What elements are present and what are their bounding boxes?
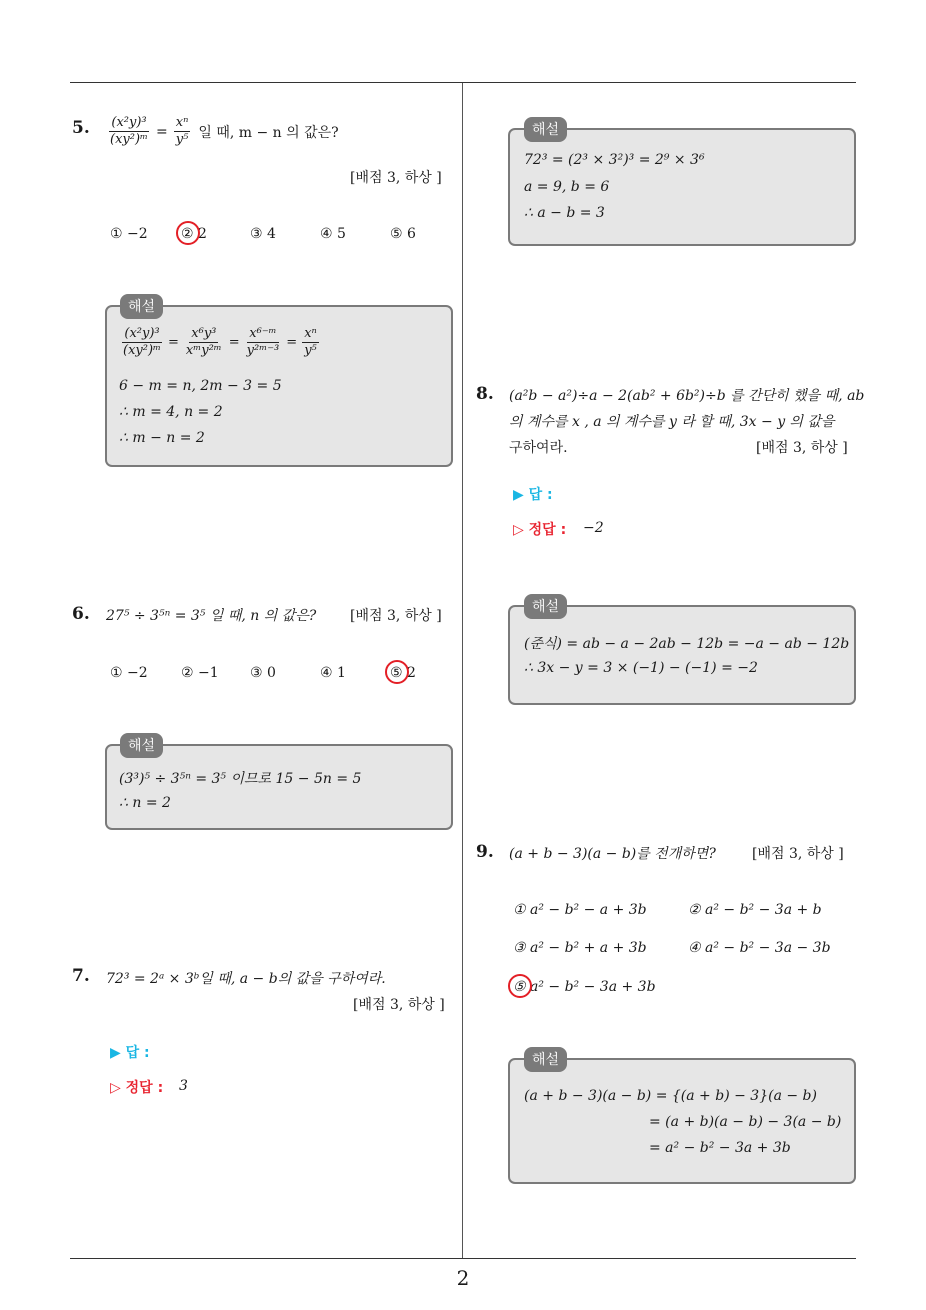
question-text: 27⁵ ÷ 3⁵ⁿ = 3⁵ 일 때, n 의 값은? [106,608,317,624]
choice-5[interactable]: ⑤ 2 [390,665,416,681]
solution-line: ∴ 3x − y = 3 × (−1) − (−1) = −2 [524,660,758,676]
solution-tab: 해설 [524,594,567,619]
correct-answer-label: ▷ 정답 : [513,522,567,538]
question-text: $\frac{\text{(x²y)³}}{\text{(xy²)ᵐ}}$ = $\frac{\text{xⁿ}}{\text{y⁵}}$ 일 때, m − n 의 값은? [110,115,339,148]
choice-2[interactable]: ② −1 [181,665,219,681]
choice-3[interactable]: ③ 0 [250,665,276,681]
question-number: 7. [72,966,90,986]
solution-line: (3³)⁵ ÷ 3⁵ⁿ = 3⁵ 이므로 15 − 5n = 5 [119,771,362,787]
solution-tab: 해설 [524,117,567,142]
solution-box [508,1058,856,1184]
choice-3[interactable]: ③ a² − b² + a + 3b [513,940,647,956]
top-rule [70,82,856,83]
score-meta: [배점 3, 하상 ] [350,170,442,186]
solution-box [508,605,856,705]
solution-line: ∴ m − n = 2 [119,430,205,446]
correct-answer-value: 3 [179,1078,188,1094]
solution-line: ∴ a − b = 3 [524,205,605,221]
solution-line: 72³ = (2³ × 3²)³ = 2⁹ × 3⁶ [524,152,705,168]
selected-mark-icon [385,660,409,684]
solution-line: (준식) = ab − a − 2ab − 12b = −a − ab − 12b [524,636,850,652]
choice-1[interactable]: ① −2 [110,665,148,681]
choice-4[interactable]: ④ 5 [320,226,346,242]
solution-tab: 해설 [120,294,163,319]
answer-label: ▶ 답 : [110,1045,150,1061]
correct-answer-value: −2 [583,520,604,536]
score-meta: [배점 3, 하상 ] [756,440,848,456]
choice-5[interactable]: ⑤ 6 [390,226,416,242]
question-text: 72³ = 2ᵃ × 3ᵇ일 때, a − b의 값을 구하여라. [106,971,386,987]
correct-answer-label: ▷ 정답 : [110,1080,164,1096]
selected-mark-icon [176,221,200,245]
question-number: 5. [72,118,90,138]
question-number: 8. [476,384,494,404]
solution-tab: 해설 [524,1047,567,1072]
choice-5[interactable]: ⑤ a² − b² − 3a + 3b [513,979,656,995]
page-number: 2 [456,1266,470,1290]
solution-box [508,128,856,246]
column-divider [462,83,463,1259]
question-text-line: (a²b − a²)÷a − 2(ab² + 6b²)÷b 를 간단히 했을 때, ab [509,388,865,404]
fraction: $\frac{\text{(x²y)³}}{\text{(xy²)ᵐ}}$ [110,115,149,148]
question-text-line: 구하여라. [509,440,568,456]
solution-line: = a² − b² − 3a + 3b [649,1140,791,1156]
score-meta: [배점 3, 하상 ] [752,846,844,862]
score-meta: [배점 3, 하상 ] [353,997,445,1013]
solution-line: a = 9, b = 6 [524,179,610,195]
choice-1[interactable]: ① a² − b² − a + 3b [513,902,647,918]
question-number: 6. [72,604,90,624]
choice-1[interactable]: ① −2 [110,226,148,242]
question-text: (a + b − 3)(a − b)를 전개하면? [509,846,716,862]
solution-box [105,305,453,467]
choice-2[interactable]: ② 2 [181,226,207,242]
answer-label: ▶ 답 : [513,487,553,503]
selected-mark-icon [508,974,532,998]
bottom-rule [70,1258,856,1259]
score-meta: [배점 3, 하상 ] [350,608,442,624]
question-text-line: 의 계수를 x , a 의 계수를 y 라 할 때, 3x − y 의 값을 [509,414,835,430]
solution-tab: 해설 [120,733,163,758]
solution-line: ∴ m = 4, n = 2 [119,404,223,420]
choice-3[interactable]: ③ 4 [250,226,276,242]
choice-4[interactable]: ④ a² − b² − 3a − 3b [688,940,831,956]
solution-line: = (a + b)(a − b) − 3(a − b) [649,1114,842,1130]
solution-equation: $\frac{\text{(x²y)³}}{\text{(xy²)ᵐ}}$ = $\frac{\text{x⁶y³}}{\text{xᵐy²ᵐ}}$ = $\frac{\text{x⁶⁻ᵐ}}{\text{y²ᵐ⁻³}}$ = $\frac{\text{xⁿ}}{\text{y⁵}}$ [123,326,317,359]
fraction: $\frac{\text{xⁿ}}{\text{y⁵}}$ [175,115,189,148]
choice-2[interactable]: ② a² − b² − 3a + b [688,902,822,918]
choice-4[interactable]: ④ 1 [320,665,346,681]
solution-line: (a + b − 3)(a − b) = {(a + b) − 3}(a − b) [524,1088,817,1104]
solution-line: ∴ n = 2 [119,795,171,811]
solution-line: 6 − m = n, 2m − 3 = 5 [119,378,282,394]
question-number: 9. [476,842,494,862]
